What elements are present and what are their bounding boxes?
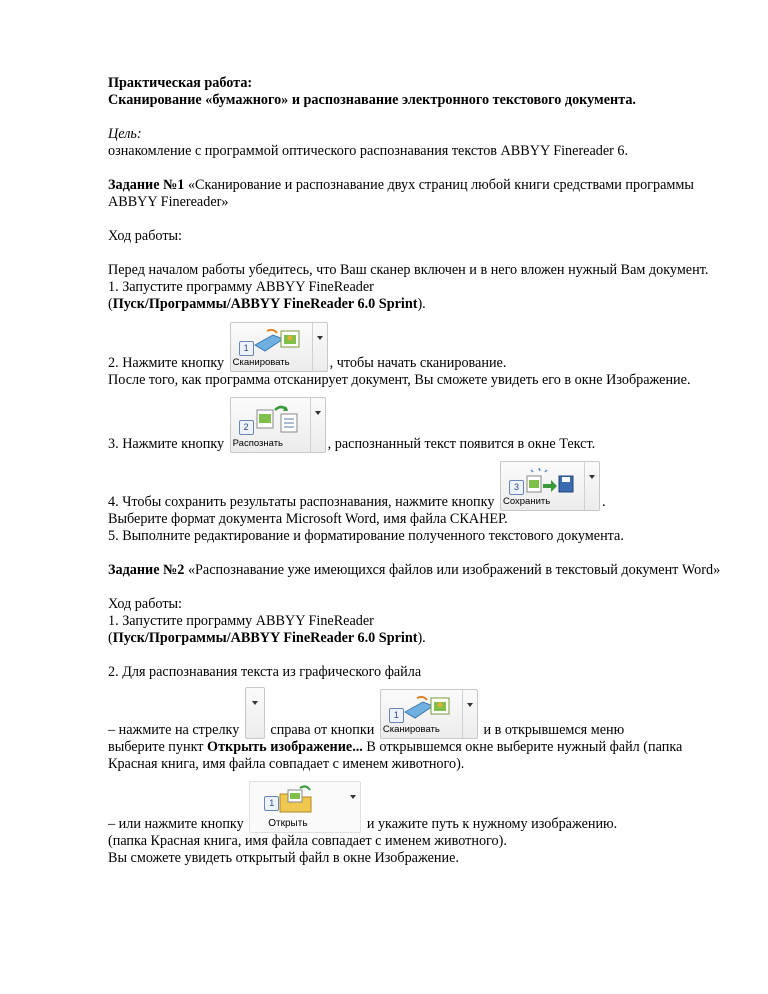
task1-step4: 4. Чтобы сохранить результаты распознавания, нажмите кнопку 3 Сохранить . [108, 461, 728, 511]
task2-progress-label: Ход работы: [108, 596, 182, 612]
task1-step2-note: После того, как программа отсканирует документ, Вы сможете увидеть его в окне Изображение. [108, 372, 691, 388]
task1-heading: Задание №1 «Сканирование и распознавание двух страниц любой книги средствами программы ABBYY Finereader» [108, 177, 694, 210]
save-disk-icon [523, 466, 575, 496]
task2-label: Задание №2 [108, 562, 185, 578]
recognize-icon [253, 402, 301, 436]
goal-label: Цель: [108, 126, 142, 142]
scanner-icon [403, 694, 451, 724]
document-page [108, 75, 728, 867]
task2-open-line: – или нажмите кнопку 1 Открыть и укажите путь к нужному изображению. [108, 781, 728, 833]
save-dropdown-arrow[interactable] [584, 462, 599, 510]
task2-heading: Задание №2 «Распознавание уже имеющихся файлов или изображений в текстовый документ Word» [108, 562, 721, 578]
scanner-icon [253, 327, 301, 357]
task1-label: Задание №1 [108, 177, 185, 193]
task2-step1: 1. Запустите программу ABBYY FineReader (Пуск/Программы/ABBYY FineReader 6.0 Sprint). [108, 613, 426, 646]
task1-step2: 2. Нажмите кнопку 1 Сканировать , чтобы начать сканирование. [108, 322, 728, 372]
goal-text: ознакомление с программой оптического распознавания текстов ABBYY Finereader 6. [108, 143, 629, 159]
task2-step2: 2. Для распознавания текста из графического файла [108, 664, 422, 680]
recognize-dropdown-arrow[interactable] [310, 398, 325, 452]
task1-progress-label: Ход работы: [108, 228, 182, 244]
task2-arrow-line: – нажмите на стрелку справа от кнопки 1 Сканировать и в открывшемся меню [108, 687, 728, 739]
open-folder-icon [276, 784, 316, 814]
scan-dropdown-arrow[interactable] [312, 323, 327, 371]
scan-button[interactable]: 1 Сканировать [230, 322, 328, 372]
task1-step4-note: Выберите формат документа Microsoft Word, имя файла СКАНЕР. [108, 511, 508, 527]
task2-arrow-description: выберите пункт Открыть изображение... В открывшемся окне выберите нужный файл (папка Красная книга, имя файла совпадает с именем животного). [108, 739, 683, 772]
task2-open-result: Вы сможете увидеть открытый файл в окне Изображение. [108, 850, 459, 866]
dropdown-arrow-button[interactable] [245, 687, 265, 739]
goal-section [108, 126, 728, 160]
task1-step3: 3. Нажмите кнопку 2 Распознать , распознанный текст появится в окне Текст. [108, 397, 728, 453]
open-dropdown-arrow[interactable] [346, 782, 360, 832]
task1-intro: Перед началом работы убедитесь, что Ваш сканер включен и в него вложен нужный Вам документ. [108, 262, 709, 278]
recognize-button[interactable]: 2 Распознать [230, 397, 326, 453]
task1-step1: 1. Запустите программу ABBYY FineReader (Пуск/Программы/ABBYY FineReader 6.0 Sprint). [108, 279, 426, 312]
task1-step5: 5. Выполните редактирование и форматирование полученного текстового документа. [108, 528, 624, 544]
save-button[interactable]: 3 Сохранить [500, 461, 600, 511]
scan-button-2[interactable]: 1 Сканировать [380, 689, 478, 739]
open-button[interactable]: 1 Открыть [249, 781, 361, 833]
scan-dropdown-arrow-2[interactable] [462, 690, 477, 738]
doc-title: Практическая работа: Сканирование «бумажного» и распознавание электронного текстового документа. [108, 75, 636, 108]
task2-open-note: (папка Красная книга, имя файла совпадает с именем животного). [108, 833, 507, 849]
